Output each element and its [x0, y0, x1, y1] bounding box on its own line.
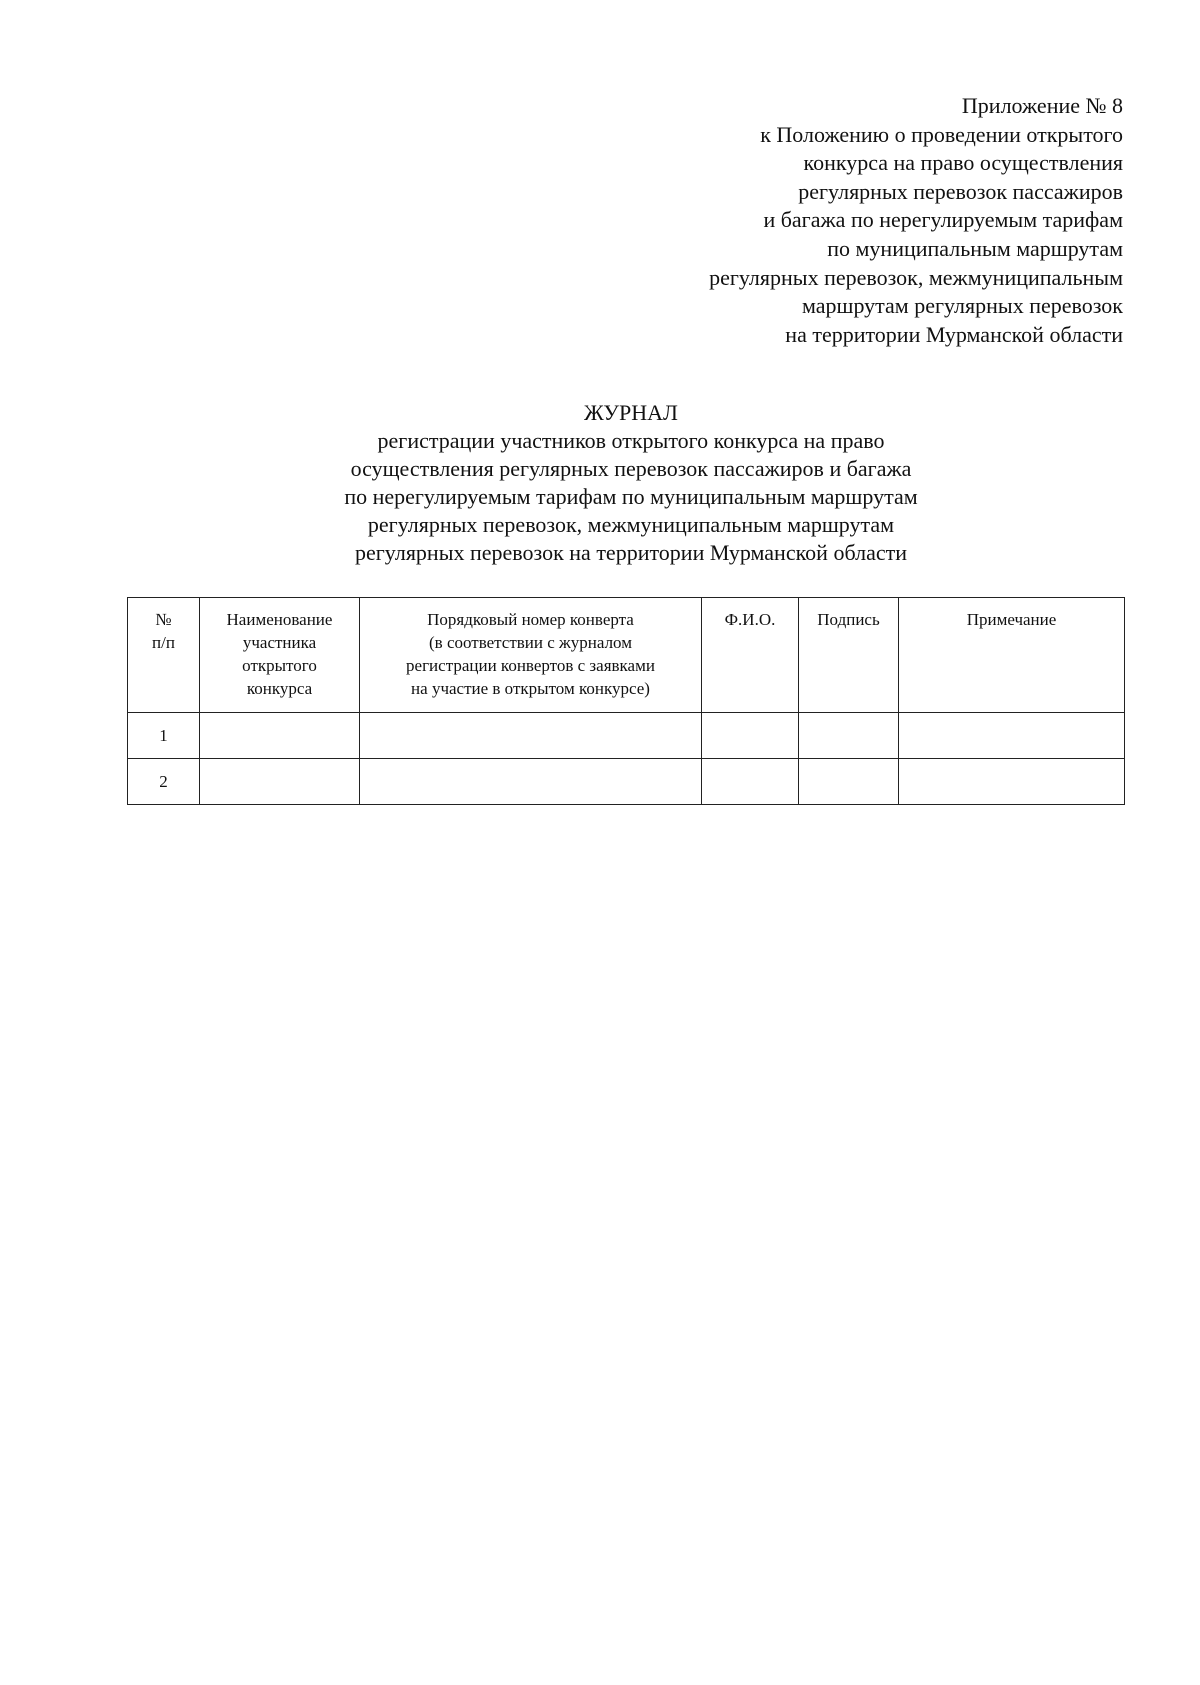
- title-line: регулярных перевозок на территории Мурманской области: [355, 540, 907, 565]
- row-number-cell: 2: [128, 759, 200, 805]
- title-line: осуществления регулярных перевозок пассажиров и багажа: [350, 456, 912, 481]
- signature-cell[interactable]: [799, 713, 899, 759]
- title-line: по нерегулируемым тарифам по муниципальным маршрутам: [344, 484, 918, 509]
- envelope-number-cell[interactable]: [360, 759, 702, 805]
- appendix-reference: [523, 92, 1123, 349]
- table-header-row: [128, 598, 1125, 713]
- appendix-line: к Положению о проведении открытого: [760, 121, 1123, 147]
- column-header-participant-name: Наименование участника открытого конкурса: [200, 598, 360, 713]
- appendix-line: Приложение № 8: [961, 93, 1123, 118]
- note-cell[interactable]: [899, 713, 1125, 759]
- column-header-signature: Подпись: [799, 598, 899, 713]
- signature-cell[interactable]: [799, 759, 899, 805]
- table-row: [128, 713, 1125, 759]
- column-header-number: № п/п: [128, 598, 200, 713]
- appendix-line: регулярных перевозок, межмуниципальным: [709, 264, 1123, 290]
- appendix-line: конкурса на право осуществления: [803, 150, 1123, 176]
- appendix-line: по муниципальным маршрутам: [827, 235, 1123, 261]
- envelope-number-cell[interactable]: [360, 713, 702, 759]
- registration-journal-table: [127, 597, 1125, 805]
- note-cell[interactable]: [899, 759, 1125, 805]
- title-line: регулярных перевозок, межмуниципальным маршрутам: [367, 512, 895, 537]
- table-row: [128, 759, 1125, 805]
- appendix-line: маршрутам регулярных перевозок: [801, 293, 1123, 319]
- appendix-line: регулярных перевозок пассажиров: [798, 178, 1123, 204]
- full-name-cell[interactable]: [702, 759, 799, 805]
- appendix-line: и багажа по нерегулируемым тарифам: [763, 207, 1123, 233]
- title-heading: ЖУРНАЛ: [584, 400, 678, 425]
- participant-name-cell[interactable]: [200, 713, 360, 759]
- appendix-line: на территории Мурманской области: [785, 321, 1123, 347]
- participant-name-cell[interactable]: [200, 759, 360, 805]
- title-line: регистрации участников открытого конкурса на право: [377, 428, 885, 453]
- column-header-note: Примечание: [899, 598, 1125, 713]
- document-title: [0, 399, 1200, 567]
- column-header-envelope-number: Порядковый номер конверта (в соответствии с журналом регистрации конвертов с заявками на участие в открытом конкурсе): [360, 598, 702, 713]
- column-header-full-name: Ф.И.О.: [702, 598, 799, 713]
- full-name-cell[interactable]: [702, 713, 799, 759]
- row-number-cell: 1: [128, 713, 200, 759]
